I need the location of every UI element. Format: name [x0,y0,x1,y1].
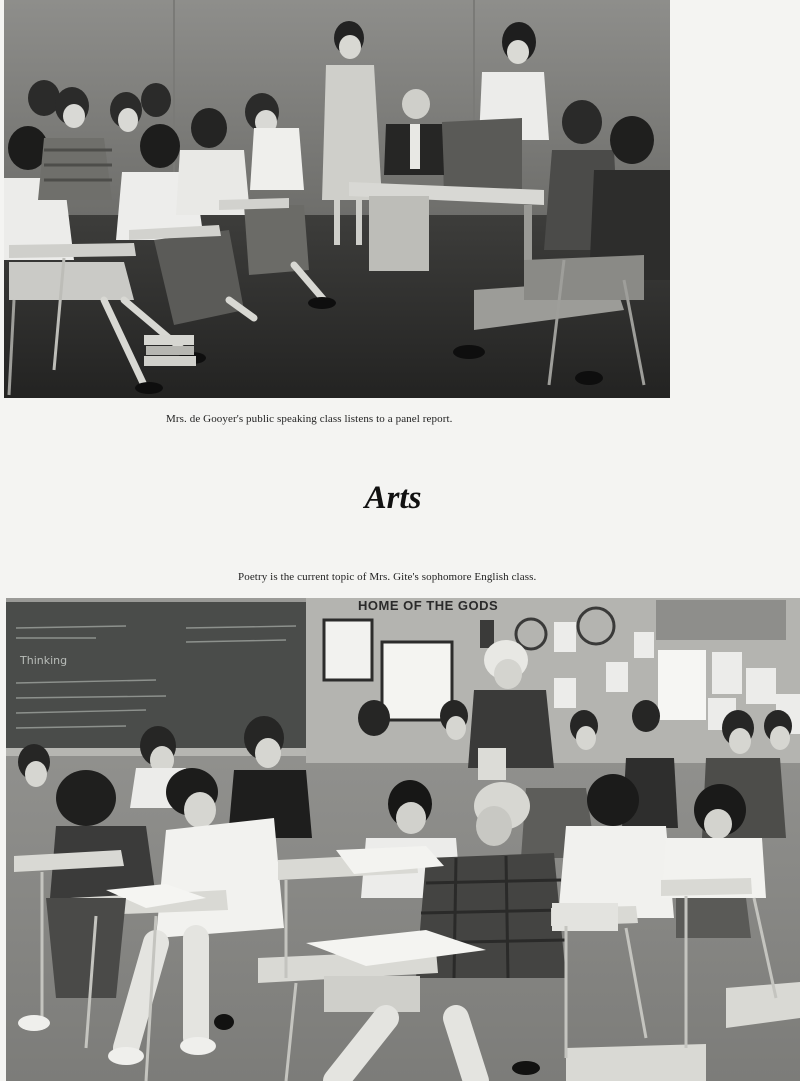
photo-english-class [6,598,800,1081]
chalkboard-word: Thinking [20,654,68,667]
photo-public-speaking-class [4,0,670,398]
caption-top: Mrs. de Gooyer's public speaking class listens to a panel report. [166,413,453,425]
wall-banner-text: HOME OF THE GODS [358,598,499,613]
caption-bottom: Poetry is the current topic of Mrs. Gite's sophomore English class. [238,571,537,583]
photo-public-speaking-class-image [4,0,670,398]
photo-english-class-image [6,598,800,1081]
section-title: Arts [364,480,422,516]
